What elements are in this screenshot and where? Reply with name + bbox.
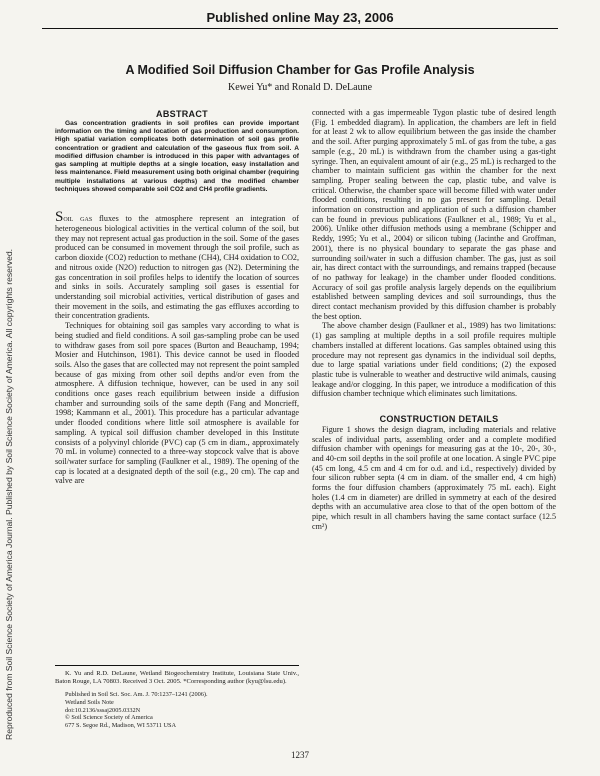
top-rule xyxy=(42,28,558,29)
pub-info-line: Published in Soil Sci. Soc. Am. J. 70:1237–1241 (2006). xyxy=(65,691,208,699)
right-paragraph-1: connected with a gas impermeable Tygon plastic tube of desired length (Fig. 1 embedded diagram). In application, the chambers are left in field for at least 2 wk to allow equilibrium between the gas inside the chamber and the soil. After purging approximately 5 mL of gas from the tube, a gas sample (e.g., 20 mL) is withdrawn from the chamber using a gas-tight syringe. Then, an equivalent amount of air (e.g., 25 mL) is recharged to the chamber to maintain sufficient gas within the chamber for the next sampling. Proper sealing between the cap, plastic tube, and valve is critical. Otherwise, the chamber space will become filled with water under flooded conditions, resulting in no gas present for sampling. Detail information on construction and application of such a diffusion chamber can be found in previous publications (Faulkner et al., 1989; Yu et al., 2006). Unlike other diffusion methods using a membrane (Schipper and Reddy, 1995; Yu et al., 2004) or silicon tubing (Jacinthe and Groffman, 2001), there is no physical boundary to separate the gas phase and surrounding soil/water in such a diffusion chamber. The gas, just as soil air, has direct contact with the surroundings, and remains trapped (because of no pathway for leakage) in the chamber under flooded conditions. Accuracy of soil gas profile analysis largely depends on the equilibrium established between sampling devices and soil surroundings, thus the direct contact mechanism provided by this diffusion chamber is probably the best option. xyxy=(312,108,556,321)
published-online-banner: Published online May 23, 2006 xyxy=(206,10,394,25)
pub-info-line: Wetland Soils Note xyxy=(65,698,114,706)
pub-info-line: 677 S. Segoe Rd., Madison, WI 53711 USA xyxy=(65,722,177,729)
footnote-block xyxy=(55,670,299,730)
pub-info-line: doi:10.2136/sssaj2005.0332N xyxy=(65,706,141,714)
footnote-rule xyxy=(55,665,299,666)
page-number: 1237 xyxy=(291,750,309,760)
abstract-body: Gas concentration gradients in soil profiles can provide important information on the timing and location of gas production and consumption. High spatial variation complicates both determination of soil gas profile concentration or gradient and calculation of the gaseous flux from soil. A modified diffusion chamber is introduced in this paper with advantages of gas sampling at multiple depths at a single location, easy installation and less maintenance. Field measurement using both original chamber (requiring multiple installations at various depths) and the modified chamber techniques showed comparable soil CO2 and CH4 profile gradients. xyxy=(55,119,299,194)
article-title: A Modified Soil Diffusion Chamber for Gas Profile Analysis xyxy=(125,63,475,77)
left-column xyxy=(55,110,299,486)
article-authors: Kewei Yu* and Ronald D. DeLaune xyxy=(227,82,373,93)
techniques-paragraph: Techniques for obtaining soil gas samples vary according to what is being studied and field conditions. A soil gas-sampling probe can be used to withdraw gases from soil pore spaces (Burton and Beauchamp, 1994; Mosier and Hutchinson, 1981). This device cannot be used in flooded soils. Also the gases that are collected may not represent the point sampled because of gas mixing from other soil depths and/or even from the atmosphere. A diffusion technique, however, can be used in any soil conditions once gases reach equilibrium between inside a diffusion chamber and surrounding soils of the same depth (Fang and Moncrieff, 1998; Kammann et al., 2001). This procedure has a particular advantage under flooded conditions where little soil atmosphere is available for sampling. A typical soil diffusion chamber developed in this Institute consists of a polyvinyl chloride (PVC) cap (5 cm in diam., approximately 70 mL in volume) connected to a three-way stopcock valve that is above soil/water surface for sampling (Faulkner et al., 1989). The opening of the cap is located at a designated depth of the soil (e.g., 20 cm). The cap and valve are xyxy=(55,321,299,486)
intro-paragraph xyxy=(55,209,299,321)
intro-smallcaps: oil gas xyxy=(63,214,93,224)
copyright-side-notice-text: Reproduced from Soil Science Society of America Journal. Published by Soil Science Society of America. All copyrights reserved. xyxy=(4,248,14,740)
right-paragraph-3: Figure 1 shows the design diagram, including materials and relative scales of individual parts, assembling order and a complete modified diffusion chamber with openings for measuring gas at the 10-, 20-, 30-, and 40-cm soil depths in the soil profile at one location. A single PVC pipe (45 cm long, 4.5 cm and 4 cm for o.d. and i.d., respectively) divided by four silicon rubber septa (4 cm in diam. of the smaller end, 4 cm high) forms the four diffusion chambers (approximately 75 mL each). Eight holes (1.4 cm in diameter) are drilled in symmetry at each of the desired depths with an accumulative area close to that of the open bottom of the pipe, which result in all chambers having the same contact surface (12.5 cm²) xyxy=(312,424,556,531)
copyright-side-notice xyxy=(2,20,17,740)
right-paragraph-2: The above chamber design (Faulkner et al., 1989) has two limitations: (1) gas sampling at multiple depths in a soil profile requires multiple chambers installed at different locations. Gas samples obtained using this procedure may not represent gas dynamics in the individual soil depths, due to large spatial variations under field conditions; (2) the exposed plastic tube is vulnerable to weather and destructive wild animals, causing leakage and/or clogging. In this paper, we introduce a modification of this diffusion chamber technique which eliminates such limitations. xyxy=(312,321,556,399)
publication-info xyxy=(55,691,299,730)
abstract-heading: ABSTRACT xyxy=(156,109,208,119)
construction-details-heading: CONSTRUCTION DETAILS xyxy=(379,414,499,425)
author-footnote: K. Yu and R.D. DeLaune, Wetland Biogeochemistry Institute, Louisiana State Univ., Baton Rouge, LA 70803. Received 3 Oct. 2005. *Corresponding author (kyu@lsu.edu). xyxy=(55,670,299,686)
pub-info-line: © Soil Science Society of America xyxy=(65,714,153,722)
intro-dropcap: S xyxy=(55,209,64,226)
intro-paragraph-text: fluxes to the atmosphere represent an integration of heterogeneous biological activities in the vertical column of the soil, but they may not represent actual gas production in the soil. Some of the gases produced can be consumed in movement through the soil profile, such as carbon dioxide (CO2) reduction to methane (CH4), CH4 oxidation to CO2, and nitrous oxide (N2O) reduction to nitrogen gas (N2). Determining the gas concentration in soil profiles helps to identify the location of sources and sinks in soils. Accurately sampling soil gases is essential for understanding soil microbial activities, vertical distribution of gases and their movement in the soils, and estimating the gas effluxes according to their concentration gradients. xyxy=(55,214,299,321)
right-column xyxy=(312,108,556,532)
